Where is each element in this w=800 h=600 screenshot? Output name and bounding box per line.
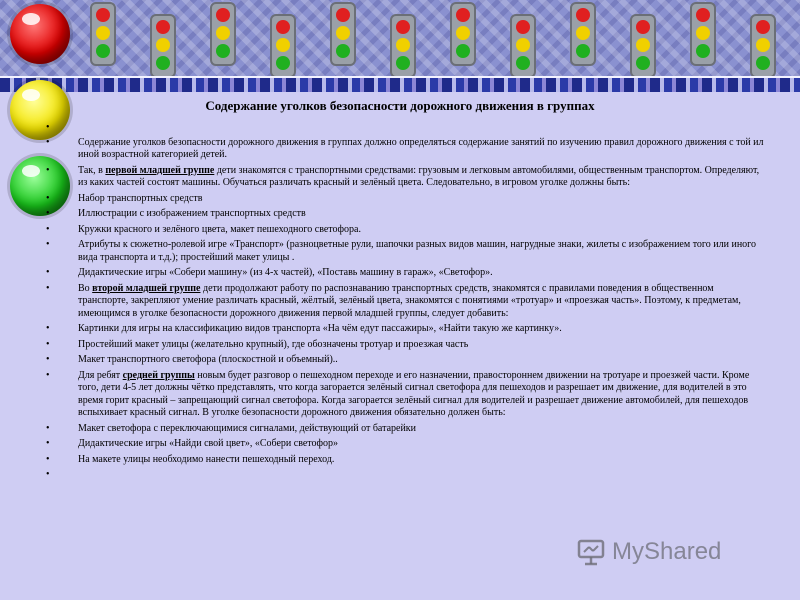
group-name: средней группы [122,369,195,381]
banner-lamp-icon [276,56,290,70]
banner-lamp-icon [276,38,290,52]
item-text: новым будет разговор о пешеходном переходе и его назначении, правостороннем движении на тротуаре и проезжей части. Кроме того, дети 4-5 лет должны чётко представлять, что когда загорается зелёный сигнал светофора для пешеходов и разрешает им движение, для водителей в это время горит красный – запрещающий сигнал светофора. Когда загорается зелёный сигнал для водителей и разрешает движение автомобилей, для пешеходов вспыхивает красный сигнал. В уголке безопасности дорожного движения обязательно должен быть: [78,369,750,418]
list-item [44,239,764,264]
list-item [44,370,764,420]
group-name: первой младшей группе [105,164,215,176]
item-text: Так, в [78,164,106,176]
item-text: Макет транспортного светофора (плоскостной и объемный).. [78,354,338,365]
banner-traffic-light-icon [510,14,536,76]
list-item [44,323,764,336]
banner-lamp-icon [336,8,350,22]
banner-traffic-light-icon [690,2,716,66]
banner-lamp-icon [276,20,290,34]
banner-lamp-icon [456,44,470,58]
banner-lamp-icon [156,20,170,34]
banner-traffic-light-icon [630,14,656,76]
item-text: Простейший макет улицы (желательно крупный), где обозначены тротуар и проезжая часть [78,338,469,350]
list-item [44,339,764,352]
banner-lamp-icon [456,26,470,40]
banner-lamp-icon [516,38,530,52]
banner-lamp-icon [396,56,410,70]
presentation-icon [576,537,606,567]
page-title: Содержание уголков безопасности дорожного движения в группах [205,98,595,113]
banner-lamp-icon [696,44,710,58]
banner-traffic-light-icon [570,2,596,66]
banner-lamp-icon [576,44,590,58]
item-text: Атрибуты к сюжетно-ролевой игре «Транспорт» (разноцветные рули, шапочки разных видов машин, нагрудные знаки, жилеты с изображением того или иного вида транспорта и т.д.); простейший макет улицы . [78,239,757,263]
list-item [44,454,764,467]
banner-lamp-icon [576,8,590,22]
item-text: дети продолжают работу по распознаванию транспортных средств, знакомятся с правилами поведения в общественном транспорте, закрепляют умение различать красный, жёлтый, зелёный цвета, знакомятся с понятиями «тротуар» и «проезжая часть». Поэтому, к предметам, имеющимся в уголке безопасности дорожного движения первой младшей группы, следует добавить: [78,282,741,319]
red-light-icon [10,4,70,64]
banner-traffic-light-icon [750,14,776,76]
bullet-list [44,122,764,482]
banner-lamp-icon [756,56,770,70]
banner-lamp-icon [636,56,650,70]
traffic-light-banner [0,0,800,76]
list-item [44,193,764,206]
item-text: Содержание уголков безопасности дорожного движения в группах должно определяться содержание занятий по изучению правил дорожного движения с той ил иной возрастной категорией детей. [78,136,764,160]
banner-lamp-icon [696,26,710,40]
banner-lamp-icon [396,20,410,34]
banner-lamp-icon [756,20,770,34]
banner-traffic-light-icon [390,14,416,76]
banner-lamp-icon [636,20,650,34]
item-text: Набор транспортных средств [78,192,203,204]
banner-lamp-icon [336,26,350,40]
decorative-band [0,76,800,92]
banner-lamp-icon [216,44,230,58]
watermark-text: MyShared [612,538,722,565]
item-text: Кружки красного и зелёного цвета, макет пешеходного светофора. [78,223,361,235]
item-text: Иллюстрации с изображением транспортных средств [78,208,306,219]
item-text: Макет светофора с переключающимися сигналами, действующий от батарейки [78,422,417,434]
item-text: Во [78,282,93,294]
banner-lamp-icon [96,44,110,58]
banner-lamp-icon [456,8,470,22]
item-text: дети знакомятся с транспортными средствами: грузовым и легковым автомобилями, общественным транспортом. Определяют, из каких частей состоят машины. Обучаться различать красный и зелёный цвета. Следовательно, в игровом уголке должны быть: [78,164,760,188]
item-text: Картинки для игры на классификацию видов транспорта «На чём едут пассажиры», «Найти такую же картинку». [78,323,562,334]
banner-traffic-light-icon [330,2,356,66]
banner-traffic-light-icon [150,14,176,76]
item-text: На макете улицы необходимо нанести пешеходный переход. [78,453,335,465]
banner-lamp-icon [336,44,350,58]
banner-lamp-icon [216,8,230,22]
banner-lamp-icon [516,56,530,70]
list-item [44,438,764,451]
banner-lamp-icon [756,38,770,52]
list-item [44,224,764,237]
item-text: Дидактические игры «Найди свой цвет», «Собери светофор» [78,438,339,449]
banner-lamp-icon [96,26,110,40]
list-item [44,165,764,190]
group-name: второй младшей группе [92,282,201,294]
banner-lamp-icon [696,8,710,22]
banner-lamp-icon [156,56,170,70]
banner-traffic-light-icon [90,2,116,66]
list-item [44,283,764,321]
banner-traffic-light-icon [450,2,476,66]
list-item [44,354,764,367]
item-text: Для ребят [78,369,123,381]
watermark-logo [576,534,766,570]
list-item [44,267,764,280]
banner-lamp-icon [216,26,230,40]
banner-lamp-icon [156,38,170,52]
banner-lamp-icon [516,20,530,34]
item-text: Дидактические игры «Собери машину» (из 4-х частей), «Поставь машину в гараж», «Светофор». [78,267,493,278]
banner-lamp-icon [636,38,650,52]
banner-traffic-light-icon [210,2,236,66]
list-item [44,122,764,135]
banner-lamp-icon [396,38,410,52]
list-item [44,208,764,221]
list-item [44,137,764,162]
banner-traffic-light-icon [270,14,296,76]
banner-lamp-icon [576,26,590,40]
banner-lamp-icon [96,8,110,22]
list-item [44,423,764,436]
list-item [44,469,764,482]
